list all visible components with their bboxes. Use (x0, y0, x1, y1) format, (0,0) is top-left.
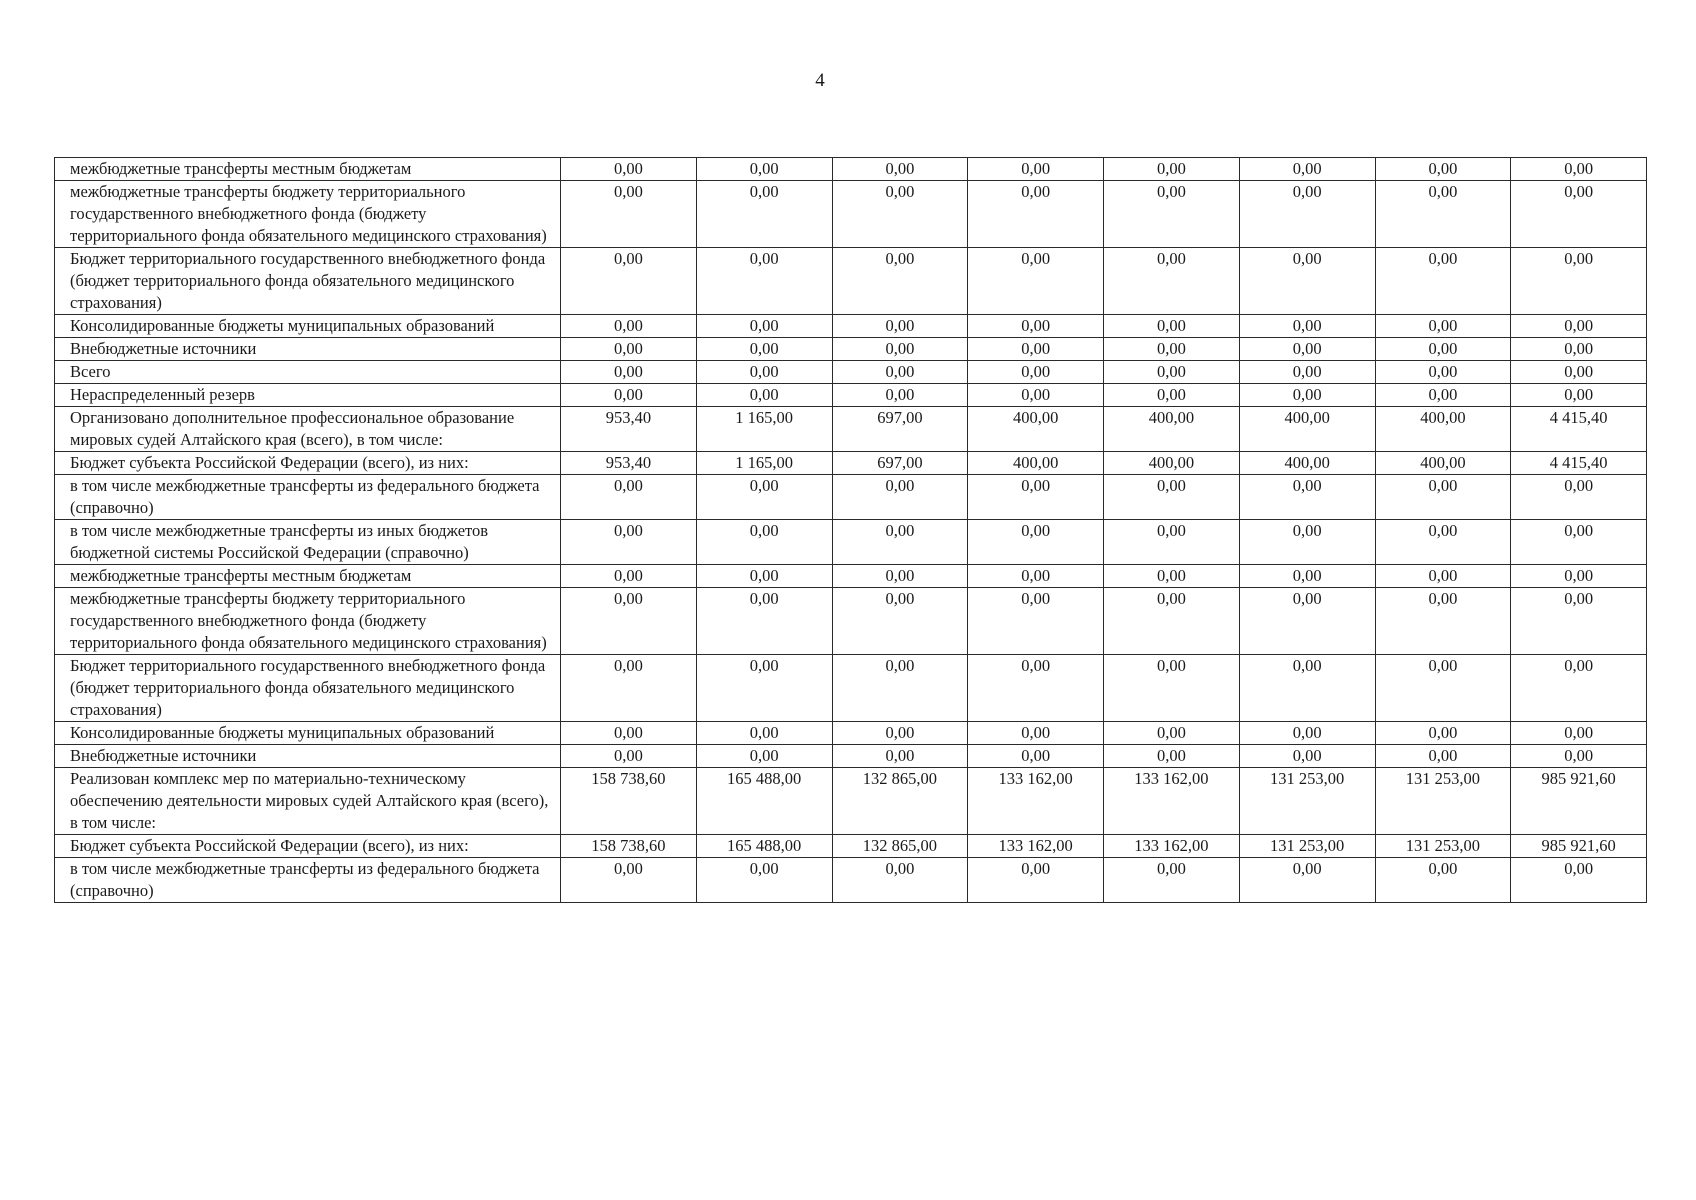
value-cell: 0,00 (968, 520, 1104, 565)
value-cell: 0,00 (1239, 361, 1375, 384)
value-cell: 0,00 (1239, 588, 1375, 655)
value-cell: 0,00 (832, 722, 968, 745)
value-cell: 0,00 (1375, 384, 1511, 407)
value-cell: 0,00 (1239, 655, 1375, 722)
value-cell: 0,00 (1375, 722, 1511, 745)
value-cell: 158 738,60 (561, 835, 697, 858)
value-cell: 0,00 (561, 745, 697, 768)
value-cell: 400,00 (1239, 452, 1375, 475)
value-cell: 0,00 (561, 338, 697, 361)
value-cell: 0,00 (561, 565, 697, 588)
value-cell: 985 921,60 (1511, 768, 1647, 835)
row-label: межбюджетные трансферты бюджету территориального государственного внебюджетного фонда (бюджету территориального фонда обязательного медицинского страхования) (55, 181, 561, 248)
value-cell: 0,00 (832, 315, 968, 338)
value-cell: 0,00 (561, 858, 697, 903)
value-cell: 0,00 (696, 181, 832, 248)
value-cell: 0,00 (1239, 315, 1375, 338)
value-cell: 0,00 (696, 158, 832, 181)
value-cell: 131 253,00 (1375, 768, 1511, 835)
value-cell: 4 415,40 (1511, 407, 1647, 452)
value-cell: 0,00 (561, 384, 697, 407)
value-cell: 0,00 (968, 361, 1104, 384)
table-row (55, 858, 1647, 903)
value-cell: 0,00 (1104, 565, 1240, 588)
value-cell: 0,00 (1511, 858, 1647, 903)
value-cell: 0,00 (832, 338, 968, 361)
value-cell: 0,00 (1239, 565, 1375, 588)
value-cell: 0,00 (696, 655, 832, 722)
value-cell: 0,00 (1375, 745, 1511, 768)
table-row (55, 338, 1647, 361)
value-cell: 697,00 (832, 407, 968, 452)
value-cell: 0,00 (696, 520, 832, 565)
value-cell: 0,00 (1375, 655, 1511, 722)
value-cell: 0,00 (1239, 475, 1375, 520)
table-row (55, 248, 1647, 315)
table-row (55, 158, 1647, 181)
value-cell: 0,00 (1104, 338, 1240, 361)
value-cell: 0,00 (832, 248, 968, 315)
value-cell: 0,00 (1511, 520, 1647, 565)
value-cell: 0,00 (1511, 565, 1647, 588)
row-label: межбюджетные трансферты местным бюджетам (55, 565, 561, 588)
row-label: Внебюджетные источники (55, 745, 561, 768)
value-cell: 697,00 (832, 452, 968, 475)
value-cell: 0,00 (1239, 158, 1375, 181)
table-row (55, 452, 1647, 475)
row-label: в том числе межбюджетные трансферты из федерального бюджета (справочно) (55, 475, 561, 520)
value-cell: 131 253,00 (1239, 835, 1375, 858)
value-cell: 0,00 (968, 858, 1104, 903)
value-cell: 400,00 (1375, 452, 1511, 475)
value-cell: 133 162,00 (1104, 768, 1240, 835)
value-cell: 0,00 (832, 745, 968, 768)
value-cell: 133 162,00 (968, 768, 1104, 835)
row-label: Внебюджетные источники (55, 338, 561, 361)
value-cell: 0,00 (1511, 338, 1647, 361)
value-cell: 0,00 (1375, 520, 1511, 565)
value-cell: 158 738,60 (561, 768, 697, 835)
value-cell: 0,00 (696, 384, 832, 407)
value-cell: 0,00 (1375, 858, 1511, 903)
row-label: Бюджет субъекта Российской Федерации (всего), из них: (55, 452, 561, 475)
value-cell: 0,00 (1239, 722, 1375, 745)
table-body (55, 158, 1647, 903)
value-cell: 0,00 (1104, 248, 1240, 315)
value-cell: 0,00 (1511, 475, 1647, 520)
value-cell: 0,00 (832, 588, 968, 655)
value-cell: 0,00 (1511, 588, 1647, 655)
row-label: Реализован комплекс мер по материально-техническому обеспечению деятельности мировых судей Алтайского края (всего), в том числе: (55, 768, 561, 835)
value-cell: 0,00 (1104, 158, 1240, 181)
value-cell: 0,00 (1375, 181, 1511, 248)
value-cell: 0,00 (1104, 384, 1240, 407)
value-cell: 0,00 (1375, 588, 1511, 655)
row-label: Организовано дополнительное профессиональное образование мировых судей Алтайского края (всего), в том числе: (55, 407, 561, 452)
value-cell: 400,00 (1104, 407, 1240, 452)
table-row (55, 835, 1647, 858)
table-row (55, 768, 1647, 835)
value-cell: 0,00 (1375, 565, 1511, 588)
table-row (55, 520, 1647, 565)
value-cell: 0,00 (1239, 384, 1375, 407)
value-cell: 400,00 (968, 407, 1104, 452)
table-row (55, 384, 1647, 407)
value-cell: 0,00 (561, 315, 697, 338)
table-row (55, 361, 1647, 384)
value-cell: 0,00 (1239, 858, 1375, 903)
value-cell: 400,00 (1375, 407, 1511, 452)
value-cell: 0,00 (968, 475, 1104, 520)
value-cell: 953,40 (561, 452, 697, 475)
value-cell: 0,00 (1239, 338, 1375, 361)
value-cell: 133 162,00 (1104, 835, 1240, 858)
table-row (55, 475, 1647, 520)
value-cell: 0,00 (832, 858, 968, 903)
value-cell: 0,00 (696, 588, 832, 655)
value-cell: 0,00 (832, 655, 968, 722)
value-cell: 0,00 (1239, 181, 1375, 248)
value-cell: 0,00 (696, 858, 832, 903)
row-label: в том числе межбюджетные трансферты из федерального бюджета (справочно) (55, 858, 561, 903)
value-cell: 400,00 (968, 452, 1104, 475)
value-cell: 0,00 (1104, 181, 1240, 248)
value-cell: 400,00 (1239, 407, 1375, 452)
value-cell: 1 165,00 (696, 452, 832, 475)
value-cell: 0,00 (968, 588, 1104, 655)
value-cell: 0,00 (968, 565, 1104, 588)
value-cell: 0,00 (1104, 745, 1240, 768)
value-cell: 0,00 (968, 384, 1104, 407)
value-cell: 0,00 (968, 722, 1104, 745)
value-cell: 0,00 (1511, 384, 1647, 407)
page-number: 4 (815, 70, 825, 91)
row-label: Нераспределенный резерв (55, 384, 561, 407)
value-cell: 0,00 (1375, 361, 1511, 384)
value-cell: 0,00 (696, 315, 832, 338)
value-cell: 0,00 (1375, 158, 1511, 181)
value-cell: 4 415,40 (1511, 452, 1647, 475)
value-cell: 0,00 (1104, 361, 1240, 384)
table-row (55, 565, 1647, 588)
value-cell: 0,00 (561, 520, 697, 565)
value-cell: 0,00 (561, 475, 697, 520)
value-cell: 1 165,00 (696, 407, 832, 452)
value-cell: 165 488,00 (696, 835, 832, 858)
table-row (55, 722, 1647, 745)
value-cell: 0,00 (1375, 475, 1511, 520)
value-cell: 0,00 (968, 338, 1104, 361)
value-cell: 0,00 (696, 338, 832, 361)
table-row (55, 181, 1647, 248)
value-cell: 0,00 (696, 361, 832, 384)
value-cell: 0,00 (696, 722, 832, 745)
row-label: межбюджетные трансферты бюджету территориального государственного внебюджетного фонда (бюджету территориального фонда обязательного медицинского страхования) (55, 588, 561, 655)
value-cell: 953,40 (561, 407, 697, 452)
value-cell: 0,00 (696, 475, 832, 520)
value-cell: 165 488,00 (696, 768, 832, 835)
value-cell: 131 253,00 (1375, 835, 1511, 858)
value-cell: 0,00 (1511, 158, 1647, 181)
row-label: межбюджетные трансферты местным бюджетам (55, 158, 561, 181)
table-row (55, 315, 1647, 338)
value-cell: 0,00 (1104, 315, 1240, 338)
table-row (55, 407, 1647, 452)
value-cell: 0,00 (1104, 655, 1240, 722)
value-cell: 0,00 (1375, 315, 1511, 338)
value-cell: 0,00 (1511, 315, 1647, 338)
value-cell: 0,00 (561, 722, 697, 745)
value-cell: 0,00 (696, 745, 832, 768)
row-label: Всего (55, 361, 561, 384)
value-cell: 0,00 (968, 158, 1104, 181)
value-cell: 0,00 (968, 181, 1104, 248)
value-cell: 0,00 (1239, 248, 1375, 315)
value-cell: 0,00 (968, 315, 1104, 338)
value-cell: 0,00 (1511, 248, 1647, 315)
value-cell: 0,00 (696, 248, 832, 315)
value-cell: 131 253,00 (1239, 768, 1375, 835)
value-cell: 0,00 (561, 181, 697, 248)
value-cell: 0,00 (1104, 858, 1240, 903)
value-cell: 0,00 (696, 565, 832, 588)
value-cell: 0,00 (1104, 722, 1240, 745)
value-cell: 0,00 (968, 248, 1104, 315)
value-cell: 0,00 (832, 520, 968, 565)
value-cell: 0,00 (1511, 745, 1647, 768)
row-label: в том числе межбюджетные трансферты из иных бюджетов бюджетной системы Российской Федерации (справочно) (55, 520, 561, 565)
value-cell: 0,00 (968, 745, 1104, 768)
value-cell: 0,00 (1375, 338, 1511, 361)
value-cell: 0,00 (968, 655, 1104, 722)
value-cell: 0,00 (561, 248, 697, 315)
value-cell: 985 921,60 (1511, 835, 1647, 858)
row-label: Консолидированные бюджеты муниципальных образований (55, 315, 561, 338)
value-cell: 0,00 (1104, 475, 1240, 520)
value-cell: 0,00 (1511, 361, 1647, 384)
value-cell: 0,00 (1511, 181, 1647, 248)
value-cell: 0,00 (1511, 722, 1647, 745)
value-cell: 0,00 (561, 158, 697, 181)
value-cell: 0,00 (1104, 588, 1240, 655)
value-cell: 0,00 (561, 361, 697, 384)
value-cell: 0,00 (832, 475, 968, 520)
value-cell: 0,00 (832, 361, 968, 384)
value-cell: 0,00 (832, 565, 968, 588)
table-row (55, 588, 1647, 655)
value-cell: 0,00 (1104, 520, 1240, 565)
value-cell: 133 162,00 (968, 835, 1104, 858)
value-cell: 400,00 (1104, 452, 1240, 475)
value-cell: 0,00 (1239, 520, 1375, 565)
value-cell: 0,00 (832, 384, 968, 407)
value-cell: 0,00 (561, 588, 697, 655)
budget-table (54, 157, 1647, 903)
value-cell: 0,00 (832, 181, 968, 248)
value-cell: 132 865,00 (832, 768, 968, 835)
row-label: Бюджет территориального государственного внебюджетного фонда (бюджет территориального фонда обязательного медицинского страхования) (55, 655, 561, 722)
value-cell: 0,00 (1511, 655, 1647, 722)
table-row (55, 745, 1647, 768)
row-label: Бюджет территориального государственного внебюджетного фонда (бюджет территориального фонда обязательного медицинского страхования) (55, 248, 561, 315)
value-cell: 0,00 (561, 655, 697, 722)
value-cell: 0,00 (1375, 248, 1511, 315)
value-cell: 0,00 (1239, 745, 1375, 768)
table-row (55, 655, 1647, 722)
row-label: Бюджет субъекта Российской Федерации (всего), из них: (55, 835, 561, 858)
value-cell: 0,00 (832, 158, 968, 181)
row-label: Консолидированные бюджеты муниципальных образований (55, 722, 561, 745)
value-cell: 132 865,00 (832, 835, 968, 858)
